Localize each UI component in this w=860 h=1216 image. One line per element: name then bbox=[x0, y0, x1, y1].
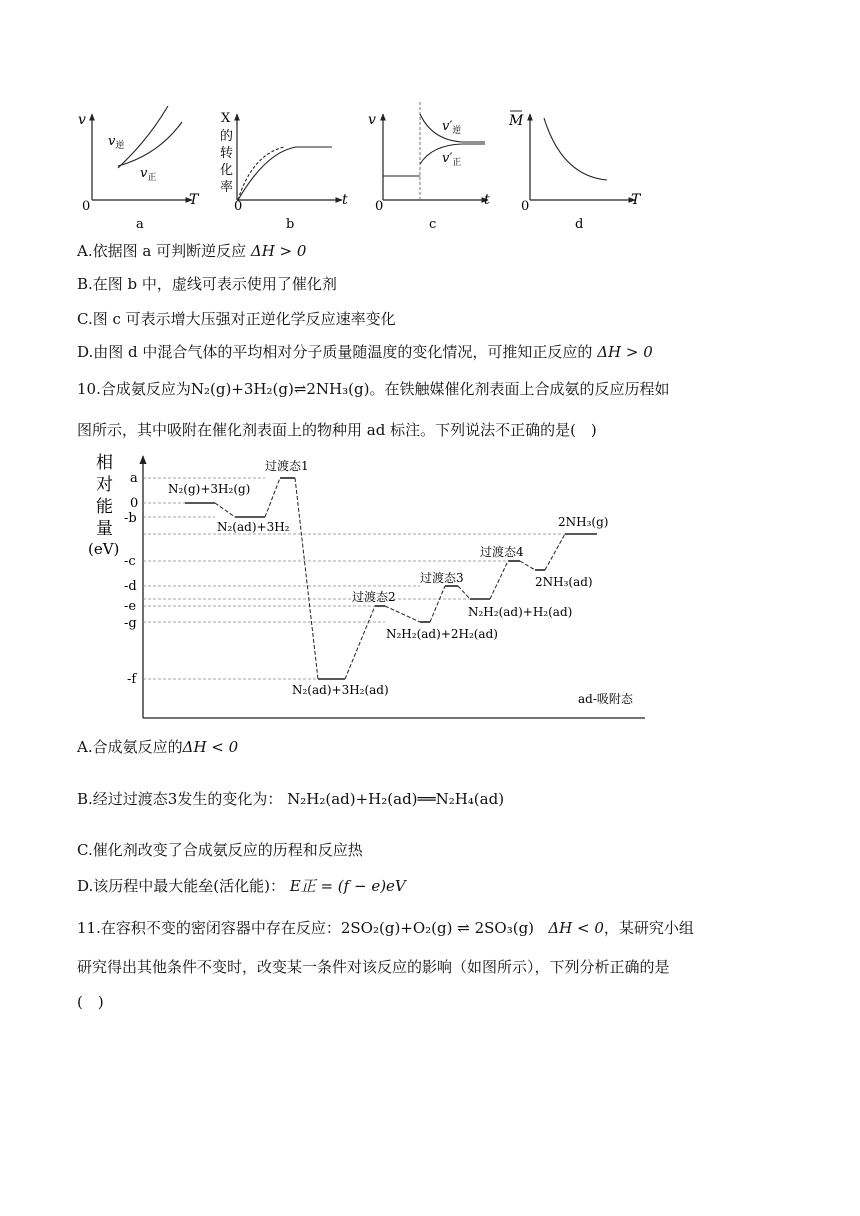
tick-c: -c bbox=[124, 554, 136, 569]
tick-0: 0 bbox=[130, 496, 139, 511]
energy-profile-diagram bbox=[80, 450, 660, 730]
svg-text:v正: $v_正$ bbox=[140, 166, 157, 183]
graph-d-y-axis: M bbox=[509, 113, 524, 129]
graph-c bbox=[368, 102, 490, 232]
state-ts4: 过渡态4 bbox=[480, 545, 524, 559]
q9-option-a: A.依据图 a 可判断逆反应 ΔH > 0 bbox=[77, 242, 307, 260]
svg-text:X: X bbox=[221, 111, 231, 126]
q11-stem-line1: 11.在容积不变的密闭容器中存在反应：2SO₂(g)+O₂(g) ⇌ 2SO₃(g) ΔH < 0，某研究小组 bbox=[77, 919, 694, 937]
graph-a-origin: 0 bbox=[82, 199, 91, 214]
q10-option-a: A.合成氨反应的ΔH < 0 bbox=[77, 738, 239, 756]
diagram-legend: ad-吸附态 bbox=[578, 692, 633, 706]
svg-text:能: 能 bbox=[96, 497, 113, 517]
q9-option-c: C.图 c 可表示增大压强对正逆化学反应速率变化 bbox=[77, 310, 396, 328]
svg-text:率: 率 bbox=[220, 180, 234, 195]
q9-option-d: D.由图 d 中混合气体的平均相对分子质量随温度的变化情况，可推知正反应的 ΔH > 0 bbox=[77, 343, 653, 361]
graph-d-curve bbox=[544, 118, 607, 180]
graph-a-x-axis: T bbox=[189, 192, 199, 208]
graph-c-x-axis: t bbox=[484, 192, 490, 208]
svg-text:化: 化 bbox=[220, 163, 234, 178]
graph-b bbox=[220, 111, 348, 232]
q11-stem-line3: ( ) bbox=[77, 993, 104, 1011]
graph-d bbox=[508, 111, 642, 232]
graph-c-origin: 0 bbox=[375, 199, 384, 214]
svg-text:v′正: $v'_正$ bbox=[442, 151, 462, 168]
tick-g: -g bbox=[124, 616, 137, 631]
graph-a-caption: a bbox=[136, 217, 144, 232]
q10-option-b: B.经过过渡态3发生的变化为： N₂H₂(ad)+H₂(ad)══N₂H₄(ad) bbox=[77, 790, 505, 808]
svg-text:量: 量 bbox=[96, 519, 113, 539]
svg-text:(eV): (eV) bbox=[88, 540, 120, 558]
state-ts2: 过渡态2 bbox=[352, 590, 396, 604]
graph-c-y-axis: v bbox=[368, 112, 376, 128]
graph-a-y-axis: v bbox=[78, 112, 86, 128]
q10-stem-line1: 10.合成氨反应为N₂(g)+3H₂(g)⇌2NH₃(g)。在铁触媒催化剂表面上合成氨的反应历程如 bbox=[77, 380, 670, 398]
state-2nh3ad: 2NH₃(ad) bbox=[535, 575, 593, 589]
state-2nh3g: 2NH₃(g) bbox=[558, 515, 609, 529]
q9-figures bbox=[70, 100, 670, 235]
q10-option-d: D.该历程中最大能垒(活化能)： E正 = (f − e)eV bbox=[77, 877, 406, 895]
state-ts1: 过渡态1 bbox=[265, 459, 309, 473]
tick-f: -f bbox=[127, 672, 137, 687]
graph-d-x-axis: T bbox=[631, 192, 641, 208]
graph-d-origin: 0 bbox=[521, 199, 530, 214]
graph-a-reverse-curve bbox=[118, 106, 168, 168]
graph-b-origin: 0 bbox=[234, 199, 243, 214]
svg-text:的: 的 bbox=[220, 129, 234, 144]
state-n2ad-3h2: N₂(ad)+3H₂ bbox=[217, 520, 290, 534]
state-ts3: 过渡态3 bbox=[420, 571, 464, 585]
svg-text:v逆: $v_逆$ bbox=[108, 134, 125, 151]
state-n2ad-3h2ad: N₂(ad)+3H₂(ad) bbox=[292, 683, 389, 697]
svg-text:相: 相 bbox=[96, 453, 113, 473]
graph-c-caption: c bbox=[429, 217, 437, 232]
graph-d-caption: d bbox=[575, 217, 584, 232]
tick-a: a bbox=[130, 471, 138, 486]
svg-text:v′逆: $v'_逆$ bbox=[442, 119, 462, 136]
q10-option-c: C.催化剂改变了合成氨反应的历程和反应热 bbox=[77, 841, 363, 859]
state-n2g-3h2g: N₂(g)+3H₂(g) bbox=[168, 482, 251, 496]
q9-option-b: B.在图 b 中，虚线可表示使用了催化剂 bbox=[77, 275, 337, 293]
graph-b-caption: b bbox=[286, 217, 295, 232]
state-n2h2ad-h2ad: N₂H₂(ad)+H₂(ad) bbox=[468, 605, 573, 619]
svg-text:转: 转 bbox=[220, 146, 234, 161]
graph-b-solid-curve bbox=[238, 147, 332, 200]
q11-stem-line2: 研究得出其他条件不变时，改变某一条件对该反应的影响（如图所示），下列分析正确的是 bbox=[77, 958, 670, 976]
graph-b-x-axis: t bbox=[342, 192, 348, 208]
q10-stem-line2: 图所示，其中吸附在催化剂表面上的物种用 ad 标注。下列说法不正确的是( ) bbox=[77, 421, 597, 439]
tick-e: -e bbox=[124, 599, 137, 614]
state-n2h2ad-2h2ad: N₂H₂(ad)+2H₂(ad) bbox=[386, 627, 498, 641]
tick-d: -d bbox=[124, 579, 137, 594]
tick-b: -b bbox=[124, 511, 137, 526]
graph-a bbox=[78, 106, 200, 232]
svg-text:对: 对 bbox=[96, 475, 113, 495]
